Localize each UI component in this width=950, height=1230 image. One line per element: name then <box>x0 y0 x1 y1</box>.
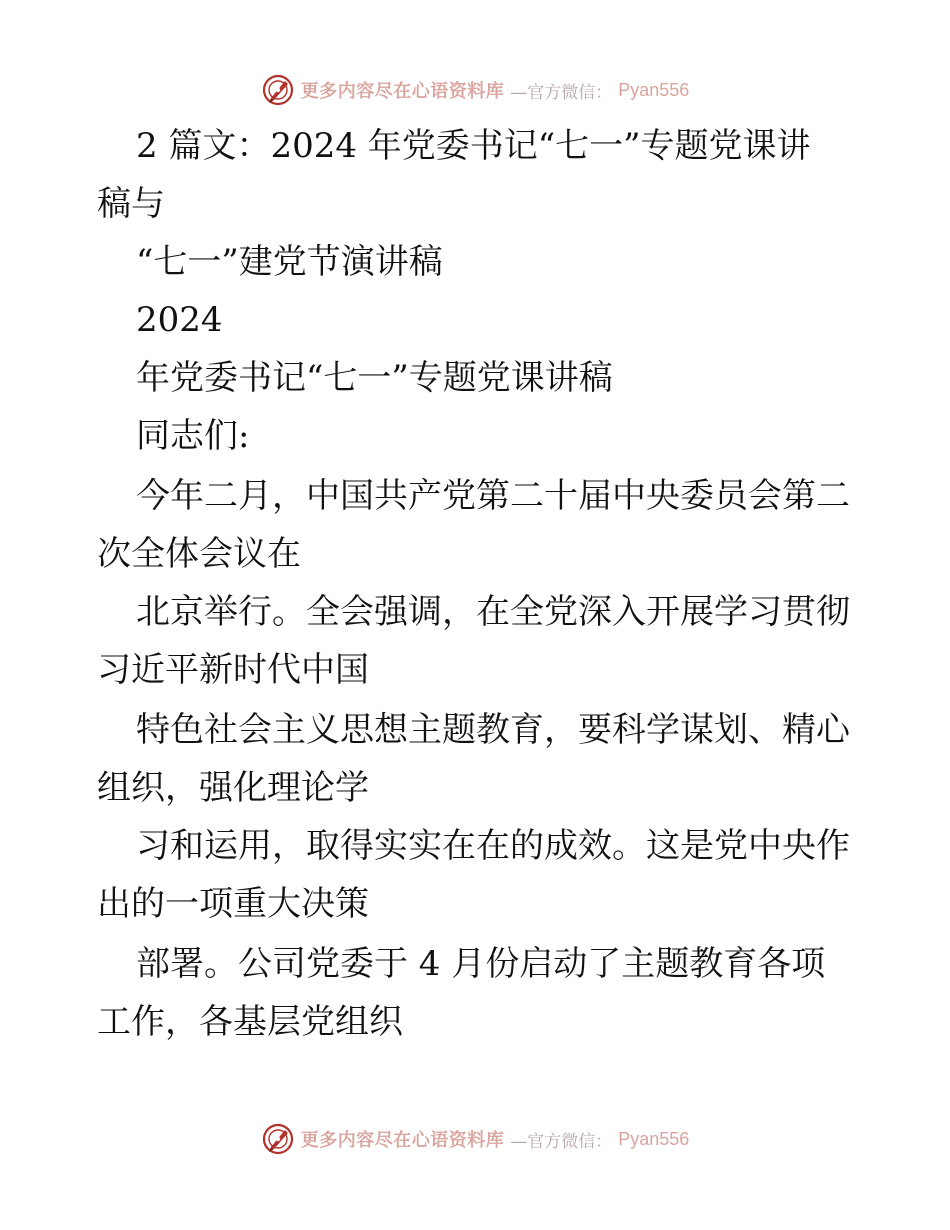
pen-seal-logo-icon <box>261 73 295 107</box>
paragraph-line-3: 北京举行。全会强调，在全党深入开展学习贯彻 <box>136 592 850 632</box>
paragraph-line-4: 习近平新时代中国 <box>97 650 369 690</box>
paragraph-line-2: 次全体会议在 <box>97 534 301 574</box>
header-banner-main-text: 更多内容尽在心语资料库 <box>300 81 505 102</box>
header-watermark-banner <box>0 70 950 110</box>
paragraph-line-10: 工作，各基层党组织 <box>97 1002 403 1042</box>
salutation: 同志们: <box>136 416 250 456</box>
title-line-2: 稿与 <box>97 184 165 224</box>
paragraph-line-5: 特色社会主义思想主题教育，要科学谋划、精心 <box>136 710 850 750</box>
paragraph-line-7: 习和运用，取得实实在在的成效。这是党中央作 <box>136 826 850 866</box>
heading-year: 2024 <box>136 300 223 340</box>
paragraph-line-1: 今年二月，中国共产党第二十届中央委员会第二 <box>136 476 850 516</box>
footer-banner-sub-text: —官方微信： <box>510 1131 613 1152</box>
pen-seal-logo-icon <box>261 1122 295 1156</box>
title-line-1: 2 篇文：2024 年党委书记“七一”专题党课讲 <box>136 126 811 166</box>
footer-watermark-banner <box>0 1119 950 1159</box>
paragraph-line-9: 部署。公司党委于 4 月份启动了主题教育各项 <box>136 944 826 984</box>
subtitle-line: “七一”建党节演讲稿 <box>136 242 443 282</box>
paragraph-line-6: 组织，强化理论学 <box>97 768 369 808</box>
footer-banner-wechat-id: Pyan556 <box>618 1128 690 1149</box>
paragraph-line-8: 出的一项重大决策 <box>97 884 369 924</box>
footer-banner-main-text: 更多内容尽在心语资料库 <box>300 1130 505 1151</box>
header-banner-sub-text: —官方微信： <box>510 82 613 103</box>
header-banner-wechat-id: Pyan556 <box>618 79 690 100</box>
heading-title: 年党委书记“七一”专题党课讲稿 <box>136 358 613 398</box>
